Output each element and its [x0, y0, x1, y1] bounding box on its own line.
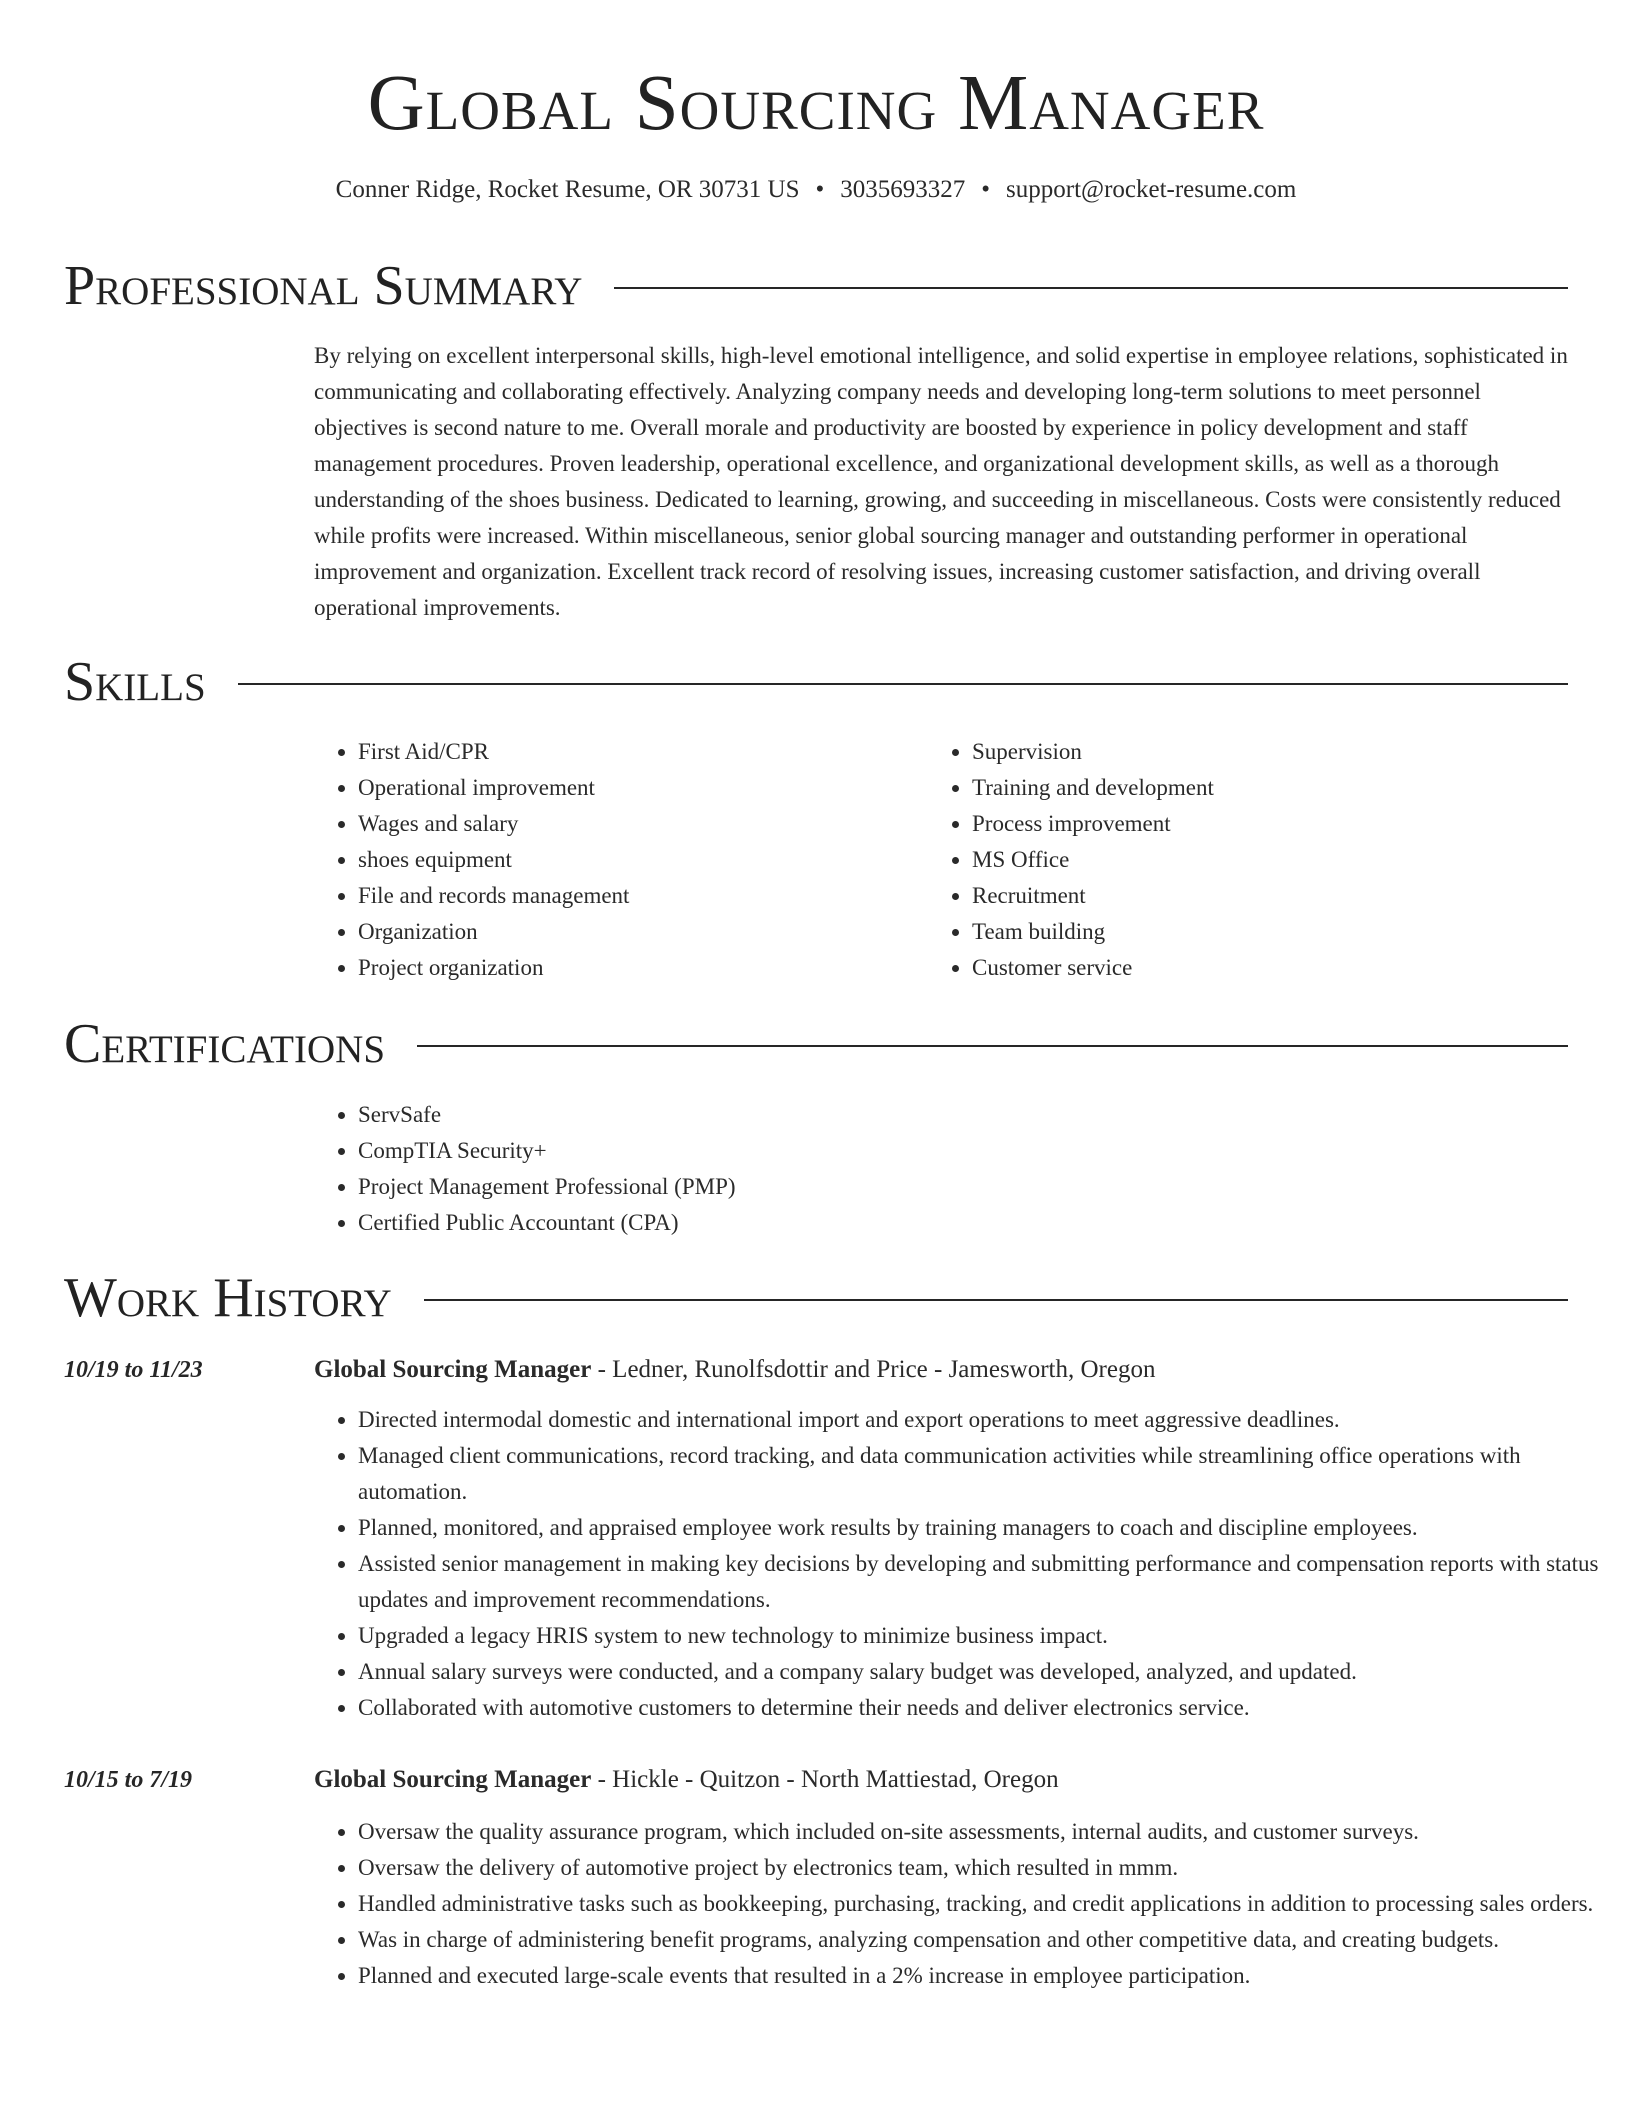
- skill-item: • Training and development: [972, 770, 1532, 806]
- job-employer-location: - Ledner, Runolfsdottir and Price - Jamesworth, Oregon: [591, 1356, 1156, 1383]
- summary-text: By relying on excellent interpersonal skills, high-level emotional intelligence, and solid expertise in employee relations, sophisticated in communicating and collaborating effectively. Analyzing company needs and developing long-term solutions to meet personnel objectives is second nature to me. Overall morale and productivity are boosted by experience in policy development and staff management procedures. Proven leadership, operational excellence, and organizational development skills, as well as a thorough understanding of the shoes business. Dedicated to learning, growing, and succeeding in miscellaneous. Costs were consistently reduced while profits were increased. Within miscellaneous, senior global sourcing manager and outstanding performer in operational improvement and organization. Excellent track record of resolving issues, increasing customer satisfaction, and driving overall operational improvements.: [314, 343, 1568, 620]
- job-duties-list: [314, 1402, 1612, 1726]
- job-duty-item: • Annual salary surveys were conducted, and a company salary budget was developed, analyzed, and updated.: [358, 1654, 1612, 1690]
- contact-separator: •: [981, 176, 991, 203]
- work-history-section-header: [64, 1266, 1568, 1330]
- job-duty-item: • Was in charge of administering benefit programs, analyzing compensation and other competitive data, and creating budgets.: [358, 1922, 1612, 1958]
- job-employer-location: - Hickle - Quitzon - North Mattiestad, Oregon: [591, 1766, 1059, 1793]
- skill-item: • Recruitment: [972, 878, 1532, 914]
- skill-item: • File and records management: [358, 878, 918, 914]
- job-dates: 10/19 to 11/23: [64, 1357, 203, 1383]
- section-divider: [424, 1299, 1568, 1301]
- skills-list-right: [928, 734, 1532, 986]
- skill-item: • Operational improvement: [358, 770, 918, 806]
- certification-item: • CompTIA Security+: [358, 1133, 1258, 1169]
- job-duty-item: • Oversaw the delivery of automotive project by electronics team, which resulted in mmm.: [358, 1850, 1612, 1886]
- certification-item: • Project Management Professional (PMP): [358, 1169, 1258, 1205]
- job-dates: 10/15 to 7/19: [64, 1767, 193, 1793]
- skill-item: • Wages and salary: [358, 806, 918, 842]
- job-duty-item: • Directed intermodal domestic and international import and export operations to meet aggressive deadlines.: [358, 1402, 1612, 1438]
- skill-item: • Project organization: [358, 950, 918, 986]
- contact-email: support@rocket-resume.com: [1006, 176, 1297, 203]
- section-divider: [614, 287, 1568, 289]
- skill-item: • MS Office: [972, 842, 1532, 878]
- job-duties-list: [314, 1814, 1612, 1994]
- certifications-heading: Certifications: [64, 1013, 386, 1075]
- job-title: Global Sourcing Manager: [314, 1356, 592, 1383]
- job-duty-item: • Planned, monitored, and appraised employee work results by training managers to coach and discipline employees.: [358, 1510, 1612, 1546]
- certification-item: • ServSafe: [358, 1097, 1258, 1133]
- contact-address: Conner Ridge, Rocket Resume, OR 30731 US: [335, 176, 800, 203]
- job-duty-item: • Assisted senior management in making key decisions by developing and submitting performance and compensation reports with status updates and improvement recommendations.: [358, 1546, 1612, 1618]
- job-duty-item: • Managed client communications, record tracking, and data communication activities while streamlining office operations with automation.: [358, 1438, 1612, 1510]
- job-title: Global Sourcing Manager: [314, 1766, 592, 1793]
- section-divider: [238, 683, 1568, 685]
- certifications-list: [314, 1097, 1258, 1241]
- certification-item: • Certified Public Accountant (CPA): [358, 1205, 1258, 1241]
- job-duty-item: • Handled administrative tasks such as bookkeeping, purchasing, tracking, and credit applications in addition to processing sales orders.: [358, 1886, 1612, 1922]
- job-duty-item: • Planned and executed large-scale events that resulted in a 2% increase in employee participation.: [358, 1958, 1612, 1994]
- summary-section-header: [64, 254, 1568, 318]
- section-divider: [417, 1045, 1568, 1047]
- certifications-section-header: [64, 1012, 1568, 1076]
- contact-phone: 3035693327: [840, 176, 966, 203]
- contact-line: [0, 174, 1632, 206]
- job-duty-item: • Upgraded a legacy HRIS system to new technology to minimize business impact.: [358, 1618, 1612, 1654]
- skill-item: • Supervision: [972, 734, 1532, 770]
- skill-item: • Process improvement: [972, 806, 1532, 842]
- job-duty-item: • Collaborated with automotive customers to determine their needs and deliver electronics service.: [358, 1690, 1612, 1726]
- skill-item: • Organization: [358, 914, 918, 950]
- skill-item: • Customer service: [972, 950, 1532, 986]
- skills-heading: Skills: [64, 651, 206, 713]
- job-title-line: [314, 1352, 1155, 1388]
- job-duty-item: • Oversaw the quality assurance program, which included on-site assessments, internal audits, and customer surveys.: [358, 1814, 1612, 1850]
- skill-item: • Team building: [972, 914, 1532, 950]
- summary-heading: Professional Summary: [64, 255, 583, 317]
- skills-section-header: [64, 650, 1568, 714]
- skills-list-left: [314, 734, 918, 986]
- contact-separator: •: [815, 176, 825, 203]
- job-title-line: [314, 1762, 1059, 1798]
- skill-item: • First Aid/CPR: [358, 734, 918, 770]
- candidate-name: Global Sourcing Manager: [367, 60, 1265, 147]
- skill-item: • shoes equipment: [358, 842, 918, 878]
- work-history-heading: Work History: [64, 1267, 392, 1329]
